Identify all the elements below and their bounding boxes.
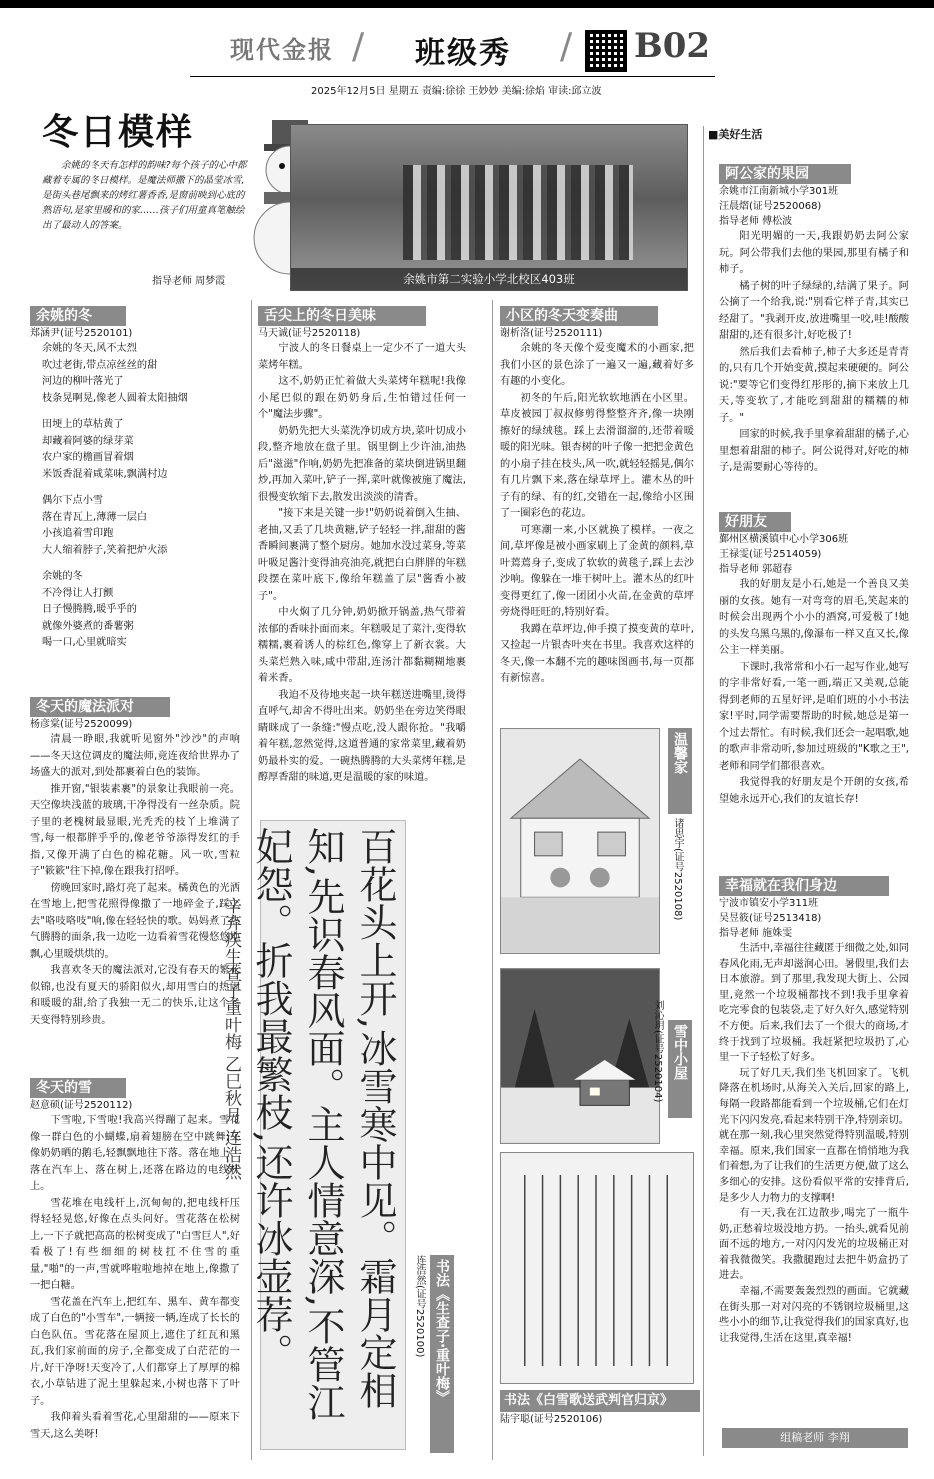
article-byline: 吴昱筱(证号2513418) bbox=[719, 913, 822, 924]
feature-intro: 余姚的冬天有怎样的韵味?每个孩子的心中都藏着专属的冬日模样。是魔法师撒下的晶莹冰雪,是街头巷尾飘来的烤红薯香香,是窗前映到心底的熟语句,是家里暖和的家……孩子们用童真笔触绘出了最动人的答案。 bbox=[42, 160, 247, 231]
article-paragraph: 雪花盖在汽车上,把红车、黑车、黄车都变成了白色的"小雪车",一辆接一辆,连成了长长的白色队伍。雪花落在屋顶上,遮住了红瓦和黑瓦,我们家前面的房子,全都变成了白茫茫的一片,好干净呀!天变冷了,人们都穿上了厚厚的棉衣,小草钻进了泥土里躲起来,小树也落下了叶子。 bbox=[30, 1296, 240, 1407]
class-photo bbox=[290, 124, 688, 291]
article-paragraph: 然后我们去看柿子,柿子大多还是青青的,只有几个开始变黄,摸起来硬硬的。阿公说:"要等它们变得红彤彤的,摘下来放上几天,等变软了,才能吃到甜甜的糯糯的柿子。" bbox=[719, 346, 909, 424]
header-divider: / bbox=[560, 26, 573, 67]
poem-stanza: 田埂上的草枯黄了 却藏着阿婆的绿芽菜 农户家的檐画冒着烟 米饭香混着咸菜味,飘满村边 bbox=[42, 419, 168, 480]
article-paragraph: 傍晚回家时,路灯亮了起来。橘黄色的光洒在雪地上,把雪花照得像撒了一地碎金子,踩上去"咯吱咯吱"响,像在轻轻快的歌。妈妈煮了热气腾腾的面条,我一边吃一边看着雪花慢悠悠地飘,心里暖烘烘的。 bbox=[30, 882, 240, 960]
article-byline: 谢析洛(证号2520111) bbox=[500, 328, 603, 339]
article-teacher: 指导老师 傅松波 bbox=[719, 216, 793, 227]
article-teacher: 指导老师 郭超春 bbox=[719, 564, 793, 575]
feature-title: 冬日模样 bbox=[42, 111, 195, 153]
article-paragraph: 宁波人的冬日餐桌上一定少不了一道大头菜烤年糕。 bbox=[258, 343, 466, 371]
article-paragraph: 橘子树的叶子绿绿的,结满了果子。阿公摘了一个给我,说:"别看它样子青,其实已经甜了。"我剥开皮,放进嘴里一咬,哇!酸酸甜甜的,还有很多汁,好吃极了! bbox=[719, 280, 909, 341]
paper-name: 现代金报 bbox=[230, 35, 334, 64]
article-magic-party bbox=[30, 697, 240, 1029]
article-title: 幸福就在我们身边 bbox=[719, 876, 889, 896]
qr-code-icon bbox=[585, 30, 627, 72]
article-tongue-winter bbox=[258, 306, 466, 787]
artwork-byline: 诸思宇(证号2520108) bbox=[672, 818, 683, 921]
article-paragraph: 我仰着头看着雪花,心里甜甜的——原来下雪天,这么美呀! bbox=[30, 1412, 240, 1440]
article-persimmon bbox=[719, 164, 909, 477]
calligraphy-artwork-2 bbox=[500, 1152, 694, 1384]
article-paragraph: 这不,奶奶正忙着做大头菜烤年糕呢!我像小尾巴似的跟在奶奶身后,生怕错过任何一个"魔法步骤"。 bbox=[258, 376, 466, 420]
article-paragraph: 玩了好几天,我们坐飞机回家了。飞机降落在机场时,从海关入关后,回家的路上,每隔一段路都能看到一个垃圾桶,它们在灯光下闪闪发亮,看起来特别干净,特别亲切。就在那一刻,我心里突然觉得特别温暖,特别幸福。原来,我们国家一直都在悄悄地为我们着想,为了让我们的生活更方便,做了这么多细心的安排。这份看似平常的安排背后,是多少人力物力的支撑啊! bbox=[719, 1067, 909, 1204]
article-title: 阿公家的果园 bbox=[719, 164, 851, 184]
article-byline: 郑涵尹(证号2520101) bbox=[30, 328, 133, 339]
artwork-snow-cabin bbox=[500, 968, 660, 1144]
article-paragraph: 可寒潮一来,小区就换了模样。一夜之间,草坪像是被小画家刷上了金黄的颜料,草叶蔫蔫身子,变成了软软的黄毯子,踩上去沙沙响。像躲在一堆干树叶上。灌木丛的红叶变得更红了,像一团团小火苗,在金黄的草坪旁烧得旺旺的,特别好看。 bbox=[500, 524, 694, 618]
students-group bbox=[403, 165, 633, 260]
article-happiness bbox=[719, 876, 909, 1346]
column-rule bbox=[703, 126, 704, 1456]
article-paragraph: 推开窗,"银装素裹"的景象让我眼前一亮。天空像块浅蓝的玻璃,干净得没有一丝杂质。院子里的老槐树最显眼,光秃秃的枝丫上堆满了雪,每一根都胖乎乎的,像老爷爷添得发红的手指,又像开满了白色的棉花糖。风一吹,雪粒子"簌簌"往下掉,像在跟我打招呼。 bbox=[30, 783, 240, 877]
article-paragraph: 回家的时候,我手里拿着甜甜的橘子,心里想着甜甜的柿子。阿公说得对,好吃的柿子,是需要耐心等待的。 bbox=[719, 429, 909, 473]
article-paragraph: 清晨一睁眼,我就听见窗外"沙沙"的声响——冬天这位调皮的魔法师,竟连夜给世界办了场盛大的派对,到处都裹着白色的装饰。 bbox=[30, 734, 240, 778]
article-paragraph: 生活中,幸福往往藏匿于细微之处,如同春风化雨,无声却滋润心田。暑假里,我们去日本旅游。到了那里,我发现大街上、公园里,竟然一个垃圾桶都找不到!我手里拿着吃完零食的包装袋,走了好久好久,感觉特别不方便。后来,我们去了一个很大的商场,才终于找到了垃圾桶。我赶紧把垃圾扔了,心里一下子轻松了好多。 bbox=[719, 943, 909, 1064]
article-title: 冬天的魔法派对 bbox=[30, 697, 170, 717]
poem-stanza: 余姚的冬天,风不太烈 吹过老街,带点凉丝丝的甜 河边的柳叶落光了 枝条晃啊晃,像老人圆着太阳抽烟 bbox=[42, 343, 188, 404]
page-number: B02 bbox=[634, 26, 711, 66]
article-paragraph: 我的好朋友是小石,她是一个善良又美丽的女孩。她有一对弯弯的眉毛,笑起来的时候会出现两个小小的酒窝,可爱极了!她的头发乌黑乌黑的,像瀑布一样又直又长,像公主一样美丽。 bbox=[719, 579, 909, 656]
artwork-title: 雪中小屋 bbox=[668, 1020, 692, 1118]
article-school: 鄞州区横溪镇中心小学306班 bbox=[719, 534, 849, 545]
calligraphy-byline: 连浩然(证号2520100) bbox=[414, 1255, 425, 1358]
calligraphy-poem-text: 百花头上开,冰雪寒中见。霜月定相知,先识春风面。主人情意深,不管江妃怨。折我最繁枝,还许冰壶荐。 bbox=[249, 827, 397, 1422]
article-byline: 王禄雯(证号2514059) bbox=[719, 549, 822, 560]
article-byline: 杨彦棠(证号2520099) bbox=[30, 719, 133, 730]
article-paragraph: 我蹲在草坪边,伸手摸了摸变黄的草叶,又捡起一片银杏叶夹在书里。我喜欢这样的冬天,像一本翻不完的趣味图画书,每一页都有新惊喜。 bbox=[500, 623, 694, 684]
calligraphy-signature: 辛弃疾生查子重叶梅 乙巳秋月 连浩然 bbox=[221, 897, 241, 1180]
header-top-bar bbox=[0, 0, 934, 8]
article-paragraph: 余姚的冬天像个爱变魔术的小画家,把我们小区的景色涂了一遍又一遍,藏着好多有趣的小变化。 bbox=[500, 343, 694, 387]
article-title: 冬天的雪 bbox=[30, 1078, 126, 1098]
article-paragraph: 初冬的午后,阳光软软地洒在小区里。草皮被园丁叔叔修剪得整整齐齐,像一块刚擦好的绿绒毯。踩上去滑溜溜的,还带着暖暖的阳光味。银杏树的叶子像一把把金黄色的小扇子挂在枝头,风一吹,就轻轻摇晃,偶尔有几片飘下来,落在绿草坪上。灌木丛的叶子有的绿、有的红,交错在一起,像给小区围了一圈彩色的花边。 bbox=[500, 392, 694, 519]
artwork-byline: 陆宇聪(证号2520106) bbox=[500, 1414, 603, 1425]
article-neighborhood-winter bbox=[500, 306, 694, 688]
article-title: 好朋友 bbox=[719, 512, 791, 532]
organizer-credit: 组稿老师 李翔 bbox=[722, 1428, 908, 1448]
article-paragraph: 有一天,我在江边散步,喝完了一瓶牛奶,正愁着垃圾没地方扔。一抬头,就看见前面不远的地方,一对闪闪发光的垃圾桶正对着我微微笑。我撒腿跑过去把牛奶盒扔了进去。 bbox=[719, 1208, 909, 1282]
article-paragraph: 幸福,不需要轰轰烈烈的画面。它就藏在街头那一对对闪亮的不锈钢垃圾桶里,这些小小的细节,让我觉得我们的国家真好,也让我觉得,生活在这里,真幸福! bbox=[719, 1286, 909, 1344]
article-byline: 马天诚(证号2520118) bbox=[258, 328, 361, 339]
article-paragraph: 我迫不及待地夹起一块年糕送进嘴里,烫得直呼气,却舍不得吐出来。奶奶坐在旁边笑得眼睛眯成了一条缝:"慢点吃,没人跟你抢。"我嚼着年糕,忽然觉得,这道普通的家常菜里,藏着奶奶最朴实的爱。一碗热腾腾的大头菜烤年糕,是醇厚香甜的味道,更是温暖的家的味道。 bbox=[258, 689, 466, 783]
artwork-title: 温馨家 bbox=[668, 728, 692, 814]
calligraphy-title: 书法《生查子·重叶梅》 bbox=[430, 1255, 454, 1453]
artwork-title: 书法《白雪歌送武判官归京》 bbox=[500, 1390, 700, 1412]
column-rule bbox=[492, 300, 493, 1460]
article-paragraph: "接下来是关键一步!"奶奶说着倒入生抽、老抽,又丢了几块黄糖,铲子轻轻一拌,甜甜的酱香瞬间裹满了整个厨房。她加水没过菜身,等菜叶吸足酱汁变得油亮油亮,就把白白胖胖的年糕段摆在菜叶底下,像给年糕盖了层"酱香小被子"。 bbox=[258, 508, 466, 602]
artwork-warm-home bbox=[500, 728, 660, 954]
article-school: 余姚市江南新城小学301班 bbox=[719, 186, 839, 197]
poem-stanza: 偶尔下点小雪 落在青瓦上,薄薄一层白 小孩追着雪印跑 大人缩着脖子,笑着把炉火添 bbox=[42, 495, 168, 556]
poem-stanza: 余姚的冬 不冷得让人打颤 日子慢腾腾,暖乎乎的 就像外婆煮的番薯粥 喝一口,心里就暗实 bbox=[42, 571, 137, 648]
article-paragraph: 下课时,我常常和小石一起写作业,她写的字非常好看,一笔一画,端正又美观,总能得到老师的五星好评,是咱们班的小小书法家!平时,同学需要帮助的时候,她总是第一个过去帮忙。有时候,我们还会一起唱歌,她的歌声非常动听,参加过班级的"K歌之王",老师和同学们都很喜欢。 bbox=[719, 661, 909, 772]
right-column-label: ■美好生活 bbox=[708, 128, 763, 141]
article-title: 舌尖上的冬日美味 bbox=[258, 306, 426, 326]
article-paragraph: 下雪啦,下雪啦!我高兴得蹦了起来。雪花像一群白色的小蝴蝶,扇着翅膀在空中跳舞;又像奶奶晒的鹅毛,轻飘飘地往下落。落在地上、落在汽车上、落在树上,还落在路边的电线杆上。 bbox=[30, 1115, 240, 1192]
photo-caption: 余姚市第二实验小学北校区403班 bbox=[291, 268, 687, 290]
article-paragraph: 我觉得我的好朋友是个开朗的女孩,希望她永远开心,我们的友谊长存! bbox=[719, 777, 909, 805]
article-paragraph: 雪花堆在电线杆上,沉甸甸的,把电线杆压得轻轻晃悠,好像在点头问好。雪花落在松树上,一下子就把高高的松树变成了"白雪巨人",好看极了!有些细细的树枝扛不住雪的重量,"啪"的一声,雪就哗啦啦地掉在地上,像撒了一把白糖。 bbox=[30, 1197, 240, 1291]
header-rule bbox=[190, 76, 715, 77]
header-divider: / bbox=[352, 26, 365, 67]
article-title: 小区的冬天变奏曲 bbox=[500, 306, 658, 326]
feature-teacher: 指导老师 周梦霞 bbox=[152, 276, 226, 287]
article-byline: 汪晨熠(证号2520068) bbox=[719, 201, 822, 212]
article-paragraph: 奶奶先把大头菜洗净切成方块,菜叶切成小段,整齐地放在盘子里。锅里倒上少许油,油热后"滋滋"作响,奶奶先把准备的菜块倒进锅里翻炒,再加入菜叶,铲子一挥,菜叶就像被施了魔法,很慢变软缩下去,散发出淡淡的清香。 bbox=[258, 425, 466, 503]
article-good-friend bbox=[719, 512, 909, 808]
calligraphy-artwork bbox=[221, 820, 406, 1450]
article-yuyao-winter bbox=[30, 306, 240, 652]
article-byline: 赵意硕(证号2520112) bbox=[30, 1100, 133, 1111]
artwork-byline: 刘沁玥(证号2520104) bbox=[652, 1000, 663, 1103]
artwork-calli2-caption bbox=[500, 1390, 700, 1427]
article-paragraph: 我喜欢冬天的魔法派对,它没有春天的繁花似锦,也没有夏天的骄阳似火,却用雪白的热闹和暖暖的甜,给了我独一无二的快乐,让这个冬天变得特别珍贵。 bbox=[30, 965, 240, 1026]
article-teacher: 指导老师 施姝雯 bbox=[719, 928, 793, 939]
article-winter-snow bbox=[30, 1078, 240, 1443]
article-title: 余姚的冬 bbox=[30, 306, 126, 326]
article-paragraph: 中火焖了几分钟,奶奶掀开锅盖,热气带着浓郁的香味扑面而来。年糕吸足了菜汁,变得软糯糯,裹着诱人的棕红色,像穿上了新衣裳。大头菜烂熟入味,咸中带甜,连汤汁都黏糊糊地裹着米香。 bbox=[258, 607, 466, 684]
article-school: 宁波市镇安小学311班 bbox=[719, 898, 819, 909]
section-name: 班级秀 bbox=[415, 36, 511, 71]
dateline: 2025年12月5日 星期五 责编:徐徐 王妙妙 美编:徐焰 审读:邱立波 bbox=[311, 86, 602, 97]
article-paragraph: 阳光明媚的一天,我跟奶奶去阿公家玩。阿公带我们去他的果园,那里有橘子和柿子。 bbox=[719, 231, 909, 275]
